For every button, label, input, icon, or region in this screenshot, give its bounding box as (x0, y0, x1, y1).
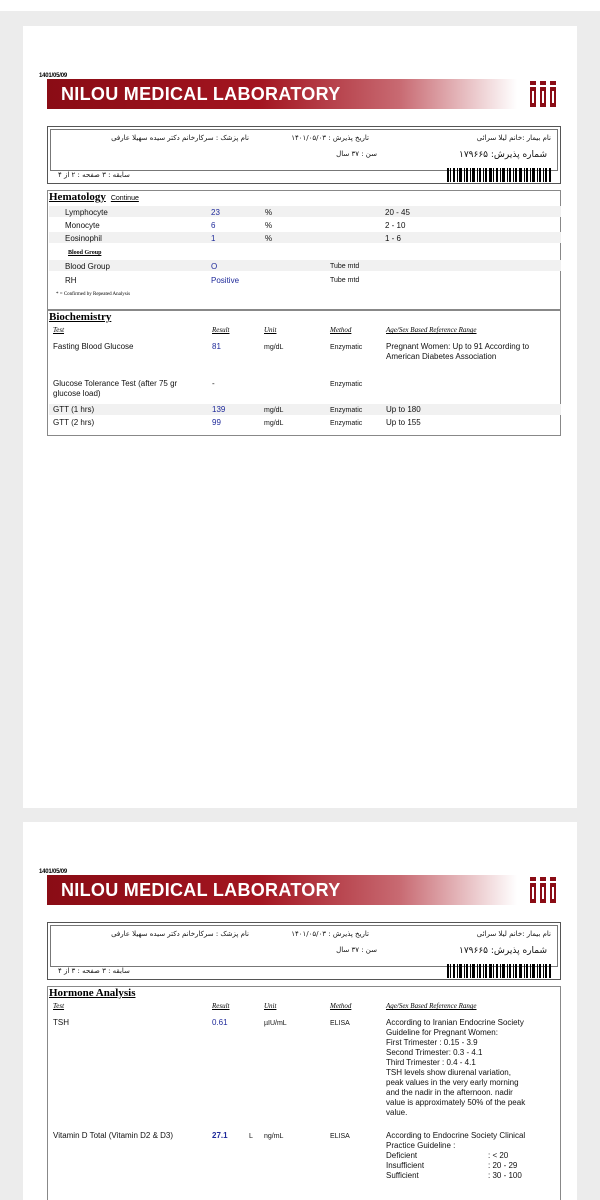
fbs-ref: Pregnant Women: Up to 91 According to American Diabetes Association (386, 342, 530, 361)
col-unit: Unit (264, 326, 277, 334)
hormone-section (47, 986, 561, 1200)
row-shade (49, 232, 561, 243)
vitd-range-label: Sufficient (386, 1171, 419, 1180)
vitd-range-value: : 30 - 100 (488, 1171, 522, 1180)
monocyte-result: 6 (211, 221, 216, 230)
vitd-test: Vitamin D Total (Vitamin D2 & D3) (53, 1131, 174, 1140)
gtt-test: Glucose Tolerance Test (after 75 gr glucose load) (53, 379, 178, 398)
gtt1-ref: Up to 180 (386, 405, 421, 414)
vitd-ref-line: According to Endocrine Society Clinical (386, 1131, 526, 1140)
doctor-name: نام پزشک : سرکارخانم دکتر سیده سهیلا عارفی (111, 134, 249, 142)
report-date: 1401/05/09 (39, 73, 68, 79)
col-test: Test (53, 1002, 65, 1010)
col-method: Method (330, 1002, 352, 1010)
hematology-title-text: Hematology (49, 191, 106, 203)
gtt2-test: GTT (2 hrs) (53, 418, 95, 427)
gtt2-result: 99 (212, 418, 221, 427)
gtt1-unit: mg/dL (264, 407, 284, 414)
vitd-ref-line: Practice Guideline : (386, 1141, 456, 1150)
lab-logo-icon (528, 875, 562, 905)
continue-label: Continue (110, 195, 139, 202)
lymphocyte-result: 23 (211, 208, 220, 217)
biochemistry-section (47, 310, 561, 436)
vitd-method: ELISA (330, 1133, 350, 1140)
col-result: Result (212, 1002, 230, 1010)
fbs-method: Enzymatic (330, 344, 363, 351)
col-result: Result (212, 326, 230, 334)
tsh-result: 0.61 (212, 1018, 228, 1027)
tsh-test: TSH (53, 1018, 69, 1027)
tsh-ref-line: First Trimester : 0.15 - 3.9 (386, 1038, 478, 1047)
col-unit: Unit (264, 1002, 277, 1010)
vitd-unit: ng/mL (264, 1133, 284, 1140)
tsh-ref-line: Third Trimester : 0.4 - 4.1 (386, 1058, 476, 1067)
eosinophil-result: 1 (211, 234, 216, 243)
col-test: Test (53, 326, 65, 334)
hormone-title: Hormone Analysis (49, 987, 136, 999)
vitd-range-label: Insufficient (386, 1161, 425, 1170)
barcode-icon (447, 168, 551, 182)
gtt-method: Enzymatic (330, 381, 363, 388)
gtt1-test: GTT (1 hrs) (53, 405, 95, 414)
eosinophil-unit: % (265, 234, 273, 243)
gtt2-unit: mg/dL (264, 420, 284, 427)
col-method: Method (330, 326, 352, 334)
patient-age: سن : ۳۷ سال (336, 150, 377, 158)
admission-number: شماره پذیرش: ۱۷۹۶۶۵ (458, 150, 547, 160)
monocyte-unit: % (265, 221, 273, 230)
hematology-section (47, 190, 561, 310)
patient-name: نام بیمار :خانم لیلا سرائی (476, 134, 551, 142)
patient-age: سن : ۳۷ سال (336, 946, 377, 954)
blood-group-header: Blood Group (68, 250, 102, 256)
lab-banner (47, 875, 517, 905)
lab-banner (47, 79, 517, 109)
gtt2-method: Enzymatic (330, 420, 363, 427)
vitd-range-value: : 20 - 29 (488, 1161, 518, 1170)
eosinophil-test: Eosinophil (65, 234, 102, 243)
lymphocyte-unit: % (265, 208, 273, 217)
barcode-icon (447, 964, 551, 978)
tsh-unit: µIU/mL (264, 1020, 287, 1027)
rh-result: Positive (211, 276, 240, 285)
tsh-ref-line: peak values in the very early morning (386, 1078, 519, 1087)
patient-info-inner (50, 925, 558, 967)
row-shade (49, 260, 561, 271)
lymphocyte-ref: 20 - 45 (385, 208, 410, 217)
history-page: سابقه : ۳ صفحه : ۳ از ۴ (58, 967, 130, 975)
gtt2-ref: Up to 155 (386, 418, 421, 427)
lymphocyte-test: Lymphocyte (65, 208, 108, 217)
monocyte-test: Monocyte (65, 221, 100, 230)
lab-logo-icon (528, 79, 562, 109)
eosinophil-ref: 1 - 6 (385, 234, 402, 243)
history-page: سابقه : ۳ صفحه : ۲ از ۴ (58, 171, 130, 179)
tsh-ref-line: and the nadir in the afternoon. nadir (386, 1088, 513, 1097)
vitd-result: 27.1 (212, 1131, 228, 1140)
blood-group-result: O (211, 262, 218, 271)
vitd-range-label: Deficient (386, 1151, 418, 1160)
blood-group-method: Tube mtd (330, 263, 360, 270)
fbs-test: Fasting Blood Glucose (53, 342, 134, 351)
col-reference: Age/Sex Based Reference Range (386, 326, 477, 334)
top-strip (0, 0, 600, 11)
hematology-title (49, 191, 139, 203)
gtt-result: - (212, 379, 215, 388)
biochemistry-title: Biochemistry (49, 311, 112, 323)
lab-name: NILOU MEDICAL LABORATORY (61, 880, 341, 900)
admission-number: شماره پذیرش: ۱۷۹۶۶۵ (458, 946, 547, 956)
blood-group-test: Blood Group (65, 262, 110, 271)
tsh-ref-line: According to Iranian Endocrine Society (386, 1018, 524, 1027)
lab-name: NILOU MEDICAL LABORATORY (61, 84, 341, 104)
doctor-name: نام پزشک : سرکارخانم دکتر سیده سهیلا عارفی (111, 930, 249, 938)
admission-date: تاریخ پذیرش : ۱۴۰۱/۰۵/۰۳ (291, 930, 369, 938)
tsh-method: ELISA (330, 1020, 350, 1027)
rh-test: RH (65, 276, 77, 285)
vitd-range-value: : < 20 (488, 1151, 509, 1160)
tsh-ref-line: Guideline for Pregnant Women: (386, 1028, 498, 1037)
admission-date: تاریخ پذیرش : ۱۴۰۱/۰۵/۰۳ (291, 134, 369, 142)
vitd-flag: L (249, 1133, 253, 1140)
tsh-ref-line: value. (386, 1108, 408, 1117)
gtt1-result: 139 (212, 405, 226, 414)
patient-info-inner (50, 129, 558, 171)
col-reference: Age/Sex Based Reference Range (386, 1002, 477, 1010)
report-page-1 (23, 26, 577, 808)
report-date: 1401/05/09 (39, 869, 68, 875)
gtt1-method: Enzymatic (330, 407, 363, 414)
row-shade (49, 404, 561, 415)
confirmation-note: * = Confirmed by Repeated Analysis (56, 292, 131, 297)
row-shade (49, 206, 561, 217)
patient-info-box (47, 126, 561, 184)
tsh-ref-line: TSH levels show diurenal variation, (386, 1068, 511, 1077)
monocyte-ref: 2 - 10 (385, 221, 406, 230)
tsh-ref-line: value is approximately 50% of the peak (386, 1098, 526, 1107)
rh-method: Tube mtd (330, 277, 360, 284)
patient-name: نام بیمار :خانم لیلا سرائی (476, 930, 551, 938)
fbs-result: 81 (212, 342, 221, 351)
tsh-ref-line: Second Trimester: 0.3 - 4.1 (386, 1048, 483, 1057)
patient-info-box (47, 922, 561, 980)
fbs-unit: mg/dL (264, 344, 284, 351)
report-page-2 (23, 822, 577, 1200)
